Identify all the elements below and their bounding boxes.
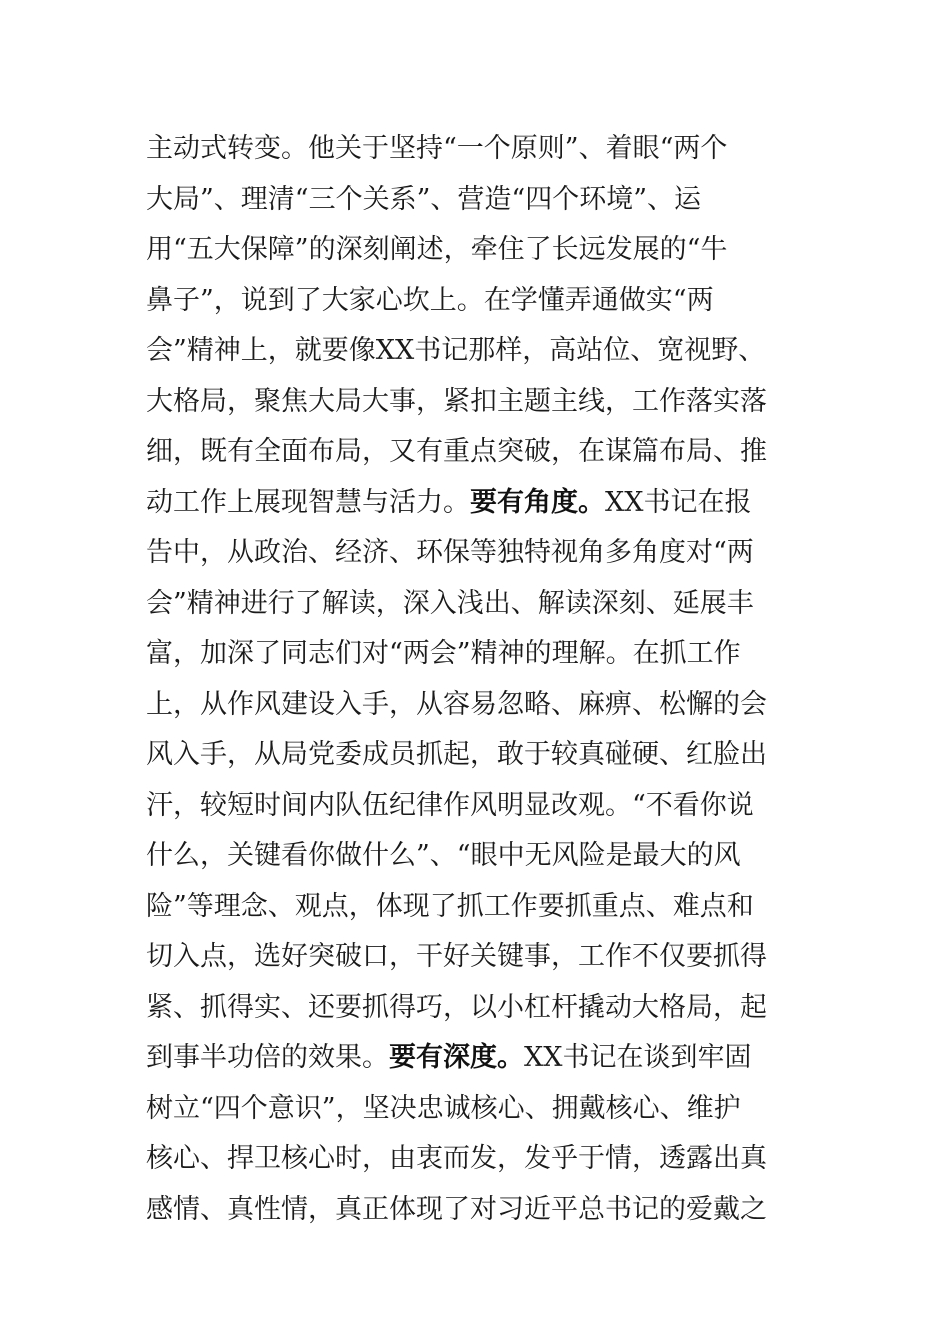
text-segment: 核心、捍卫核心时，由衷而发，发乎于情，透露出真 xyxy=(146,1143,767,1174)
text-segment: 告中，从政治、经济、环保等独特视角多角度对“两 xyxy=(146,537,754,568)
text-segment: 切入点，选好突破口，干好关键事，工作不仅要抓得 xyxy=(146,941,767,972)
text-segment: 用“五大保障”的深刻阐述，牵住了长远发展的“牛 xyxy=(146,234,728,265)
text-line xyxy=(146,629,812,680)
text-segment: 动工作上展现智慧与活力。 xyxy=(146,486,470,518)
text-line xyxy=(146,124,812,175)
text-segment: 大局”、理清“三个关系”、营造“四个环境”、运 xyxy=(146,183,702,215)
text-segment: 树立“四个意识”，坚决忠诚核心、拥戴核心、维护 xyxy=(146,1092,741,1124)
text-segment: XX书记在谈到牢固 xyxy=(524,1042,752,1073)
section-heading-depth: 要有深度。 xyxy=(389,1042,524,1073)
text-line xyxy=(146,1185,812,1236)
text-segment: 上，从作风建设入手，从容易忽略、麻痹、松懈的会 xyxy=(146,688,767,720)
text-segment: XX书记在报 xyxy=(605,486,752,518)
text-line xyxy=(146,882,812,933)
text-segment: 险”等理念、观点，体现了抓工作要抓重点、难点和 xyxy=(146,890,754,922)
text-line xyxy=(146,175,812,226)
text-segment: 会”精神进行了解读，深入浅出、解读深刻、延展丰 xyxy=(146,587,754,619)
text-line xyxy=(146,225,812,276)
text-segment: 紧、抓得实、还要抓得巧，以小杠杆撬动大格局，起 xyxy=(146,991,767,1023)
text-segment: 主动式转变。他关于坚持“一个原则”、着眼“两个 xyxy=(146,133,728,164)
text-line xyxy=(146,831,812,882)
text-line xyxy=(146,932,812,983)
text-line xyxy=(146,730,812,781)
text-line xyxy=(146,781,812,832)
text-segment: 富，加深了同志们对“两会”精神的理解。在抓工作 xyxy=(146,638,741,669)
text-segment: 细，既有全面布局，又有重点突破，在谋篇布局、推 xyxy=(146,436,767,467)
text-line xyxy=(146,478,812,529)
text-segment: 鼻子”，说到了大家心坎上。在学懂弄通做实“两 xyxy=(146,284,714,316)
text-segment: 什么，关键看你做什么”、“眼中无风险是最大的风 xyxy=(146,840,741,871)
text-line xyxy=(146,528,812,579)
section-heading-angle: 要有角度。 xyxy=(470,486,605,518)
text-line xyxy=(146,1033,812,1084)
text-segment: 到事半功倍的效果。 xyxy=(146,1042,389,1073)
text-line xyxy=(146,377,812,428)
text-line xyxy=(146,326,812,377)
text-segment: 大格局，聚焦大局大事，紧扣主题主线，工作落实落 xyxy=(146,385,767,417)
text-line xyxy=(146,1084,812,1135)
text-line xyxy=(146,276,812,327)
text-segment: 会”精神上，就要像XX书记那样，高站位、宽视野、 xyxy=(146,335,766,366)
text-segment: 汗，较短时间内队伍纪律作风明显改观。“不看你说 xyxy=(146,789,754,821)
text-line xyxy=(146,579,812,630)
body-text xyxy=(146,124,812,1235)
text-line xyxy=(146,983,812,1034)
text-segment: 风入手，从局党委成员抓起，敢于较真碰硬、红脸出 xyxy=(146,739,767,770)
text-line xyxy=(146,680,812,731)
text-segment: 感情、真性情，真正体现了对习近平总书记的爱戴之 xyxy=(146,1193,767,1225)
text-line xyxy=(146,1134,812,1185)
text-line xyxy=(146,427,812,478)
